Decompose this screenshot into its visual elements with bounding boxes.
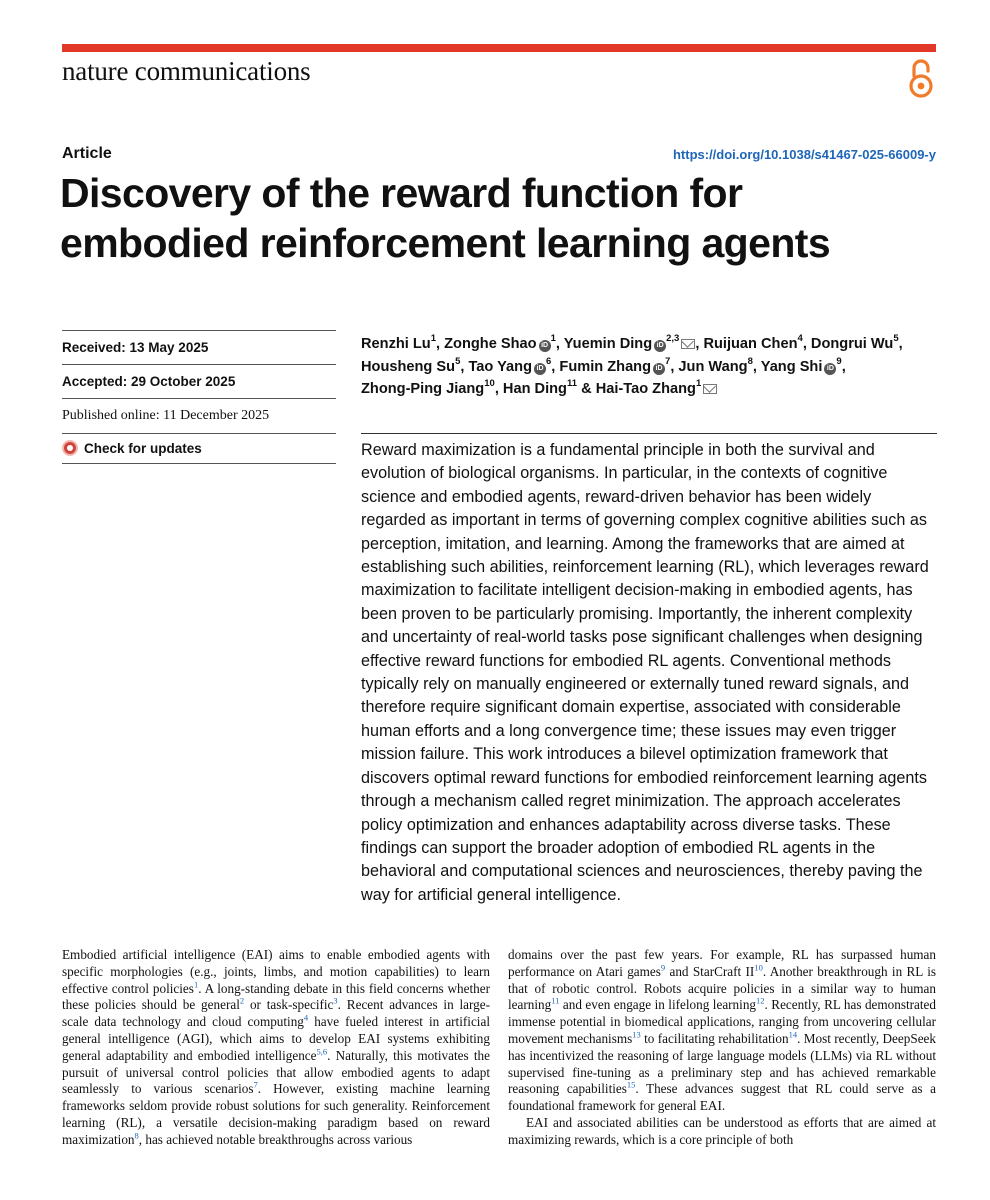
author-name[interactable]: Hai-Tao Zhang$^1$ — [596, 381, 718, 397]
author-name[interactable]: Dongrui Wu$^5$ — [810, 333, 899, 352]
author-name[interactable]: Ruijuan Chen$^4$ — [703, 333, 803, 352]
author-name[interactable]: Han Ding$^{11}$ — [502, 378, 578, 397]
check-for-updates-button[interactable] — [62, 434, 336, 464]
citation-link[interactable]: 3 — [333, 996, 338, 1006]
article-type: Article — [62, 145, 112, 162]
affiliation-number: 4 — [797, 333, 803, 345]
affiliation-number: 6 — [546, 355, 552, 367]
orcid-icon[interactable]: iD — [539, 340, 551, 352]
citation-link[interactable]: 2 — [239, 996, 245, 1006]
received-date: Received: 13 May 2025 — [62, 331, 336, 365]
body-column-right — [508, 947, 936, 1149]
check-updates-icon — [62, 440, 78, 456]
citation-link[interactable]: 7 — [253, 1079, 258, 1090]
affiliation-number: 8 — [747, 355, 753, 367]
citation-link[interactable]: 12 — [756, 996, 765, 1006]
article-title: Discovery of the reward function for embodied reinforcement learning agents — [60, 170, 831, 266]
body-column-left — [62, 947, 490, 1149]
affiliation-number: 9 — [836, 355, 842, 367]
abstract-divider — [361, 433, 937, 434]
author-name[interactable]: Zonghe Shao $iD^1$ — [444, 333, 556, 352]
author-name[interactable]: Zhong-Ping Jiang$^{10}$ — [361, 378, 495, 397]
affiliation-number: 5 — [455, 355, 461, 367]
citation-link[interactable]: 5,6 — [316, 1046, 328, 1057]
accent-bar — [62, 44, 936, 52]
citation-link[interactable]: 15 — [626, 1079, 636, 1090]
orcid-icon[interactable]: iD — [654, 340, 666, 352]
body-paragraph: Embodied artificial intelligence (EAI) aims to enable embodied agents with specific morphologies (e.g., joints, limbs, and motion capabilities) to learn effective control policies$^1$. A long-standing debate in this field concerns whether these policies should be general$^2$ or task-specific$^3$. Recent advances in large-scale data technology and cloud computing$^4$ have fueled interest in artificial general intelligence (AGI), which aims to develop EAI systems exhibiting general adaptability and embodied intelligence$^{5,6}$. Naturally, this motivates the pursuit of universal control policies that allow embodied agents to adapt seamlessly to various scenarios$^7$. However, existing machine learning frameworks seldom provide robust solutions for such generality. Reinforcement learning (RL), a versatile decision-making paradigm based on reward maximization$^8$, has achieved notable breakthroughs across various — [62, 947, 490, 1147]
email-icon[interactable] — [703, 384, 717, 394]
author-name[interactable]: Renzhi Lu$^1$ — [361, 333, 437, 352]
citation-link[interactable]: 9 — [660, 962, 666, 973]
orcid-icon[interactable]: iD — [824, 363, 836, 375]
orcid-icon[interactable]: iD — [653, 363, 665, 375]
author-name[interactable]: Jun Wang$^8$ — [678, 355, 753, 375]
author-name[interactable]: Fumin Zhang $iD^7$ — [559, 355, 671, 375]
journal-name: nature communications — [62, 56, 311, 86]
abstract: Reward maximization is a fundamental principle in both the survival and evolution of biological organisms. In particular, in the contexts of cognitive science and embodied agents, reward-driven behavior has been widely regarded as important in terms of governing complex cognitive abilities such as perception, imitation, and learning. Among the frameworks that are aimed at establishing such abilities, reinforcement learning (RL), which leverages reward maximization to facilitate intelligent decision-making in embodied agents, has been proven to be particularly promising. Importantly, the inherent complexity and uncertainty of real-world tasks pose significant challenges when designing effective reward functions for embodied RL agents. Conventional methods typically rely on manually engineered or externally tuned reward signals, and therefore require significant domain expertise, associated with considerable human efforts and a long convergence time; these issues may even trigger mission failure. This work introduces a bilevel optimization framework that discovers optimal reward functions for embodied reinforcement learning agents through a mechanism called regret minimization. The approach accelerates policy optimization and enhances adaptability across diverse tasks. These findings can support the broader adoption of embodied RL agents in the behavioral and computational sciences and neurosciences, thereby paving the way for artificial general intelligence. — [361, 441, 929, 904]
published-date: Published online: 11 December 2025 — [62, 399, 336, 434]
email-icon[interactable] — [681, 339, 695, 349]
author-name[interactable]: Tao Yang $iD^6$ — [468, 355, 552, 375]
citation-link[interactable]: 8 — [134, 1130, 139, 1141]
citation-link[interactable]: 4 — [303, 1012, 309, 1023]
check-updates-label: Check for updates — [84, 440, 202, 456]
author-name[interactable]: Yuemin Ding iD$^{2,3}$ — [564, 336, 696, 352]
body-paragraph: EAI and associated abilities can be understood as efforts that are aimed at maximizing rewards, which is a core principle of both — [508, 1114, 936, 1147]
affiliation-number: 1 — [695, 378, 702, 390]
author-name[interactable]: Housheng Su$^5$ — [361, 355, 461, 375]
citation-link[interactable]: 11 — [551, 996, 560, 1006]
doi-link[interactable]: https://doi.org/10.1038/s41467-025-66009-y — [672, 147, 936, 162]
affiliation-number: 10 — [484, 378, 495, 390]
citation-link[interactable]: 13 — [632, 1029, 641, 1040]
citation-link[interactable]: 14 — [788, 1029, 798, 1040]
affiliation-number: 2,3 — [666, 333, 680, 345]
citation-link[interactable]: 10 — [754, 962, 763, 973]
affiliation-number: 5 — [893, 333, 899, 345]
affiliation-number: 7 — [665, 355, 671, 367]
body-paragraph: domains over the past few years. For example, RL has surpassed human performance on Atari games$^9$ and StarCraft II$^{10}$. Another breakthrough in RL is that of robotic control. Robots acquire policies in a similar way to human learning$^{11}$ and even engage in lifelong learning$^{12}$. Recently, RL has demonstrated immense potential in biomedical applications, ranging from uncovering cellular movement mechanisms$^{13}$ to facilitating rehabilitation$^{14}$. Most recently, DeepSeek has incentivized the reasoning of large language models (LLMs) via RL without supervised fine-tuning as a preliminary step and has achieved remarkable reasoning capabilities$^{15}$. These advances suggest that RL could serve as a foundational framework for general EAI. — [508, 947, 937, 1114]
author-name[interactable]: Yang Shi $iD^9$ — [760, 355, 842, 375]
affiliation-number: 11 — [566, 378, 578, 390]
affiliation-number: 1 — [550, 333, 556, 345]
accepted-date: Accepted: 29 October 2025 — [62, 365, 336, 399]
author-list: Renzhi Lu$^1$, Zonghe Shao $iD^1$, Yuemin Ding iD$^{2,3}$ , Ruijuan Chen$^4$, Dongrui Wu$^5$, Housheng Su$^5$, Tao Yang $iD^6$, Fumin Zhang $iD^7$, Jun Wang$^8$, Yang Shi $iD^9$, Zhong-Ping Jiang$^{10}$, Han Ding$^{11}$ & Hai-Tao Zhang$^1$ — [361, 333, 903, 397]
affiliation-number: 1 — [430, 333, 437, 345]
orcid-icon[interactable]: iD — [534, 363, 546, 375]
citation-link[interactable]: 1 — [193, 979, 199, 990]
article-info-sidebar — [62, 330, 336, 464]
open-access-icon[interactable] — [906, 56, 936, 100]
